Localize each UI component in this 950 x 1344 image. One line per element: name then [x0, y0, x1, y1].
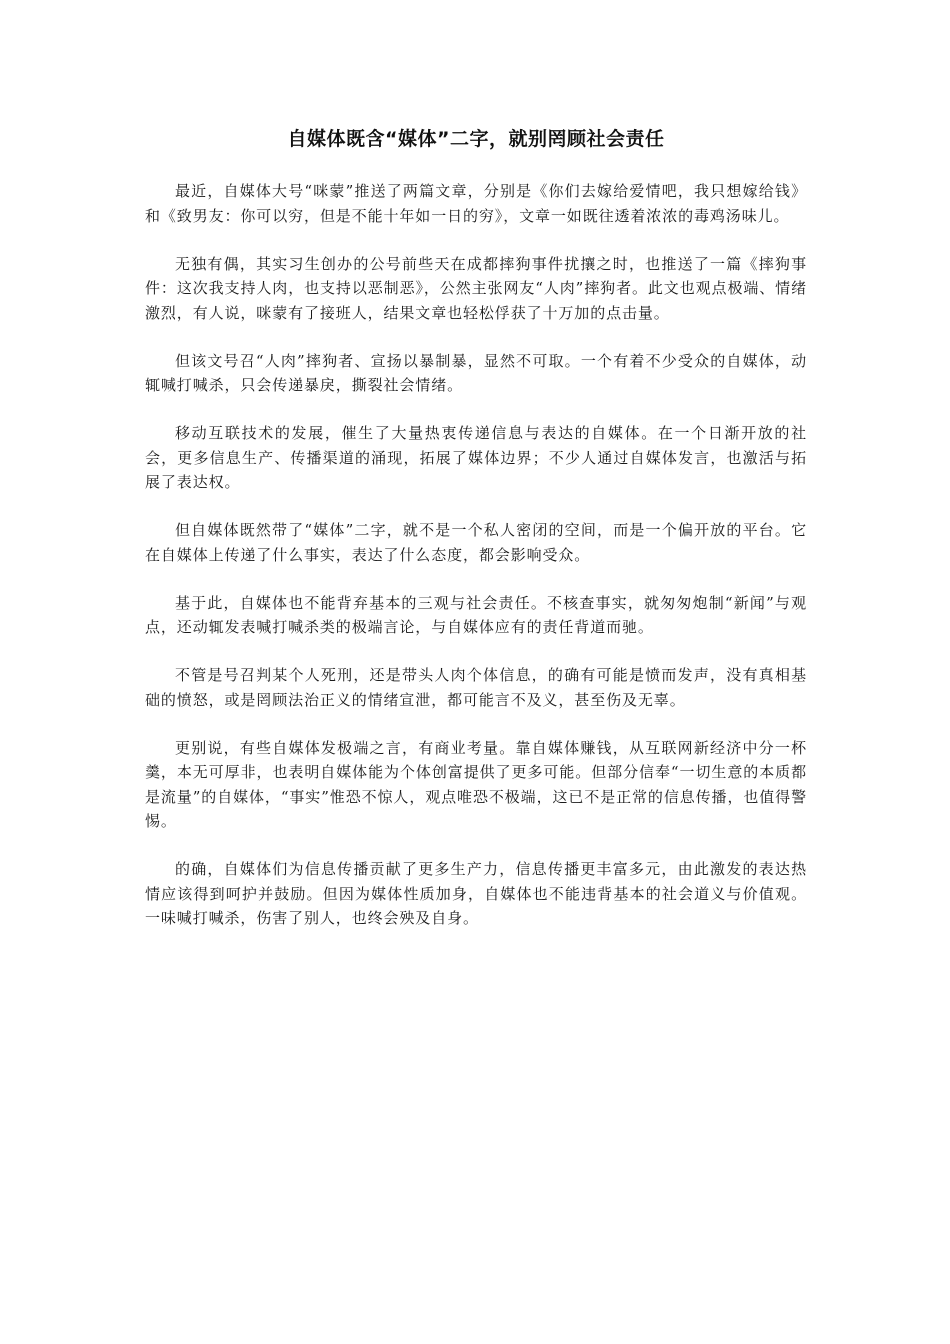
paragraph: 不管是号召判某个人死刑，还是带头人肉个体信息，的确有可能是愤而发声，没有真相基础的愤怒，或是罔顾法治正义的情绪宣泄，都可能言不及义，甚至伤及无辜。 — [145, 666, 807, 709]
paragraph: 的确，自媒体们为信息传播贡献了更多生产力，信息传播更丰富多元，由此激发的表达热情应该得到呵护并鼓励。但因为媒体性质加身，自媒体也不能违背基本的社会道义与价值观。一味喊打喊杀，伤害了别人，也终会殃及自身。 — [145, 860, 807, 927]
paragraph: 移动互联技术的发展，催生了大量热衷传递信息与表达的自媒体。在一个日渐开放的社会，更多信息生产、传播渠道的涌现，拓展了媒体边界；不少人通过自媒体发言，也激活与拓展了表达权。 — [145, 424, 807, 491]
paragraph: 但自媒体既然带了“媒体”二字，就不是一个私人密闭的空间，而是一个偏开放的平台。它在自媒体上传递了什么事实，表达了什么态度，都会影响受众。 — [145, 521, 807, 564]
paragraph: 最近，自媒体大号“咪蒙”推送了两篇文章，分别是《你们去嫁给爱情吧，我只想嫁给钱》和《致男友：你可以穷，但是不能十年如一日的穷》，文章一如既往透着浓浓的毒鸡汤味儿。 — [145, 182, 807, 225]
paragraph: 但该文号召“人肉”摔狗者、宣扬以暴制暴，显然不可取。一个有着不少受众的自媒体，动辄喊打喊杀，只会传递暴戾，撕裂社会情绪。 — [145, 351, 807, 394]
article-title: 自媒体既含“媒体”二字，就别罔顾社会责任 — [287, 128, 665, 150]
paragraph: 更别说，有些自媒体发极端之言，有商业考量。靠自媒体赚钱，从互联网新经济中分一杯羹，本无可厚非，也表明自媒体能为个体创富提供了更多可能。但部分信奉“一切生意的本质都是流量”的自媒体，“事实”惟恐不惊人，观点唯恐不极端，这已不是正常的信息传播，也值得警惕。 — [145, 738, 807, 830]
paragraph: 基于此，自媒体也不能背弃基本的三观与社会责任。不核查事实，就匆匆炮制“新闻”与观点，还动辄发表喊打喊杀类的极端言论，与自媒体应有的责任背道而驰。 — [145, 593, 807, 636]
article — [145, 124, 807, 954]
paragraph: 无独有偶，其实习生创办的公号前些天在成都摔狗事件扰攘之时，也推送了一篇《摔狗事件：这次我支持人肉，也支持以恶制恶》，公然主张网友“人肉”摔狗者。此文也观点极端、情绪激烈，有人说，咪蒙有了接班人，结果文章也轻松俘获了十万加的点击量。 — [145, 254, 807, 322]
